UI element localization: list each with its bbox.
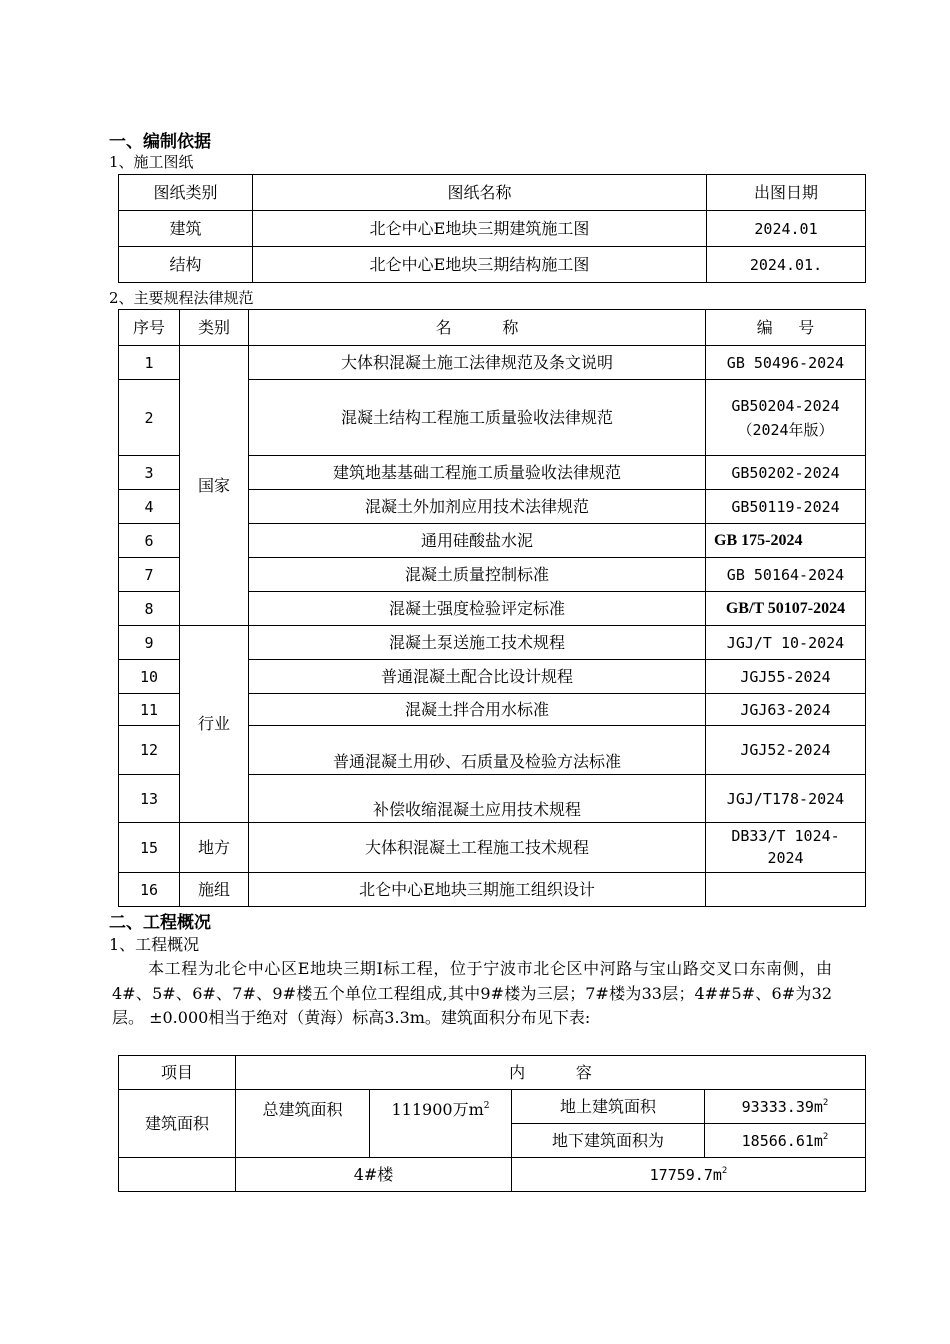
standard-no: 11 (119, 694, 180, 726)
standard-no: 12 (119, 726, 180, 775)
table-row (119, 1090, 866, 1124)
unit-superscript: 2 (483, 1101, 490, 1111)
above-ground-value-cell (705, 1090, 866, 1124)
standard-code: GB 50164-2024 (706, 558, 866, 592)
standard-name: 北仑中心E地块三期施工组织设计 (249, 873, 706, 907)
unit-superscript: 2 (721, 1165, 728, 1176)
section-1-heading: 一、编制依据 (109, 132, 211, 152)
drawings-table (118, 174, 866, 283)
standard-code: DB33/T 1024-2024 (706, 823, 866, 873)
standard-no: 10 (119, 660, 180, 694)
drawing-date: 2024.01 (707, 211, 866, 247)
standard-group-industry: 行业 (180, 626, 249, 823)
standard-code: JGJ63-2024 (706, 694, 866, 726)
standard-code: JGJ55-2024 (706, 660, 866, 694)
standard-name: 普通混凝土用砂、石质量及检验方法标准 (249, 726, 706, 775)
standards-header-name: 名 称 (249, 310, 706, 346)
drawing-category: 结构 (119, 247, 253, 283)
standards-header-code: 编 号 (706, 310, 866, 346)
standard-code (706, 873, 866, 907)
above-ground-label: 地上建筑面积 (512, 1090, 705, 1124)
standard-name: 混凝土拌合用水标准 (249, 694, 706, 726)
standard-name: 混凝土结构工程施工质量验收法律规范 (249, 380, 706, 456)
table-row (119, 247, 866, 283)
standard-no: 7 (119, 558, 180, 592)
unit-superscript: 2 (822, 1097, 829, 1108)
standard-code: JGJ/T178-2024 (706, 775, 866, 823)
standards-header-no: 序号 (119, 310, 180, 346)
standard-no: 9 (119, 626, 180, 660)
standard-name: 混凝土质量控制标准 (249, 558, 706, 592)
standard-code: GB50202-2024 (706, 456, 866, 490)
table-row (119, 1158, 866, 1192)
standard-no: 6 (119, 524, 180, 558)
standard-name: 混凝土外加剂应用技术法律规范 (249, 490, 706, 524)
drawing-date: 2024.01. (707, 247, 866, 283)
table-row (119, 626, 866, 660)
drawings-header-category: 图纸类别 (119, 175, 253, 211)
table-row (119, 211, 866, 247)
standard-code: GB/T 50107-2024 (706, 592, 866, 626)
drawings-header-date: 出图日期 (707, 175, 866, 211)
standard-name: 普通混凝土配合比设计规程 (249, 660, 706, 694)
standard-group-national: 国家 (180, 346, 249, 626)
above-ground-value: 93333.39m (741, 1097, 823, 1116)
standards-subheading: 2、主要规程法律规范 (109, 289, 254, 307)
standard-name: 混凝土强度检验评定标准 (249, 592, 706, 626)
standard-no: 1 (119, 346, 180, 380)
standard-code: JGJ/T 10-2024 (706, 626, 866, 660)
area-header-item: 项目 (119, 1056, 236, 1090)
total-area-label: 总建筑面积 (236, 1090, 370, 1158)
standard-code: GB50119-2024 (706, 490, 866, 524)
standard-group-plan: 施组 (180, 873, 249, 907)
table-row (119, 346, 866, 380)
standard-name: 混凝土泵送施工技术规程 (249, 626, 706, 660)
standard-name: 大体积混凝土施工法律规范及条文说明 (249, 346, 706, 380)
area-header-content: 内 容 (236, 1056, 866, 1090)
building-4-value: 17759.7m (649, 1165, 722, 1184)
standard-no: 2 (119, 380, 180, 456)
area-label: 建筑面积 (119, 1090, 236, 1158)
drawings-subheading: 1、施工图纸 (109, 153, 194, 171)
standard-no: 16 (119, 873, 180, 907)
standard-name: 补偿收缩混凝土应用技术规程 (249, 775, 706, 823)
table-row (119, 873, 866, 907)
standard-code: JGJ52-2024 (706, 726, 866, 775)
section-2-heading: 二、工程概况 (109, 913, 211, 933)
below-ground-label: 地下建筑面积为 (512, 1124, 705, 1158)
unit-superscript: 2 (822, 1131, 829, 1142)
standard-no: 13 (119, 775, 180, 823)
standard-group-local: 地方 (180, 823, 249, 873)
overview-paragraph: 本工程为北仑中心区E地块三期Ⅰ标工程，位于宁波市北仑区中河路与宝山路交叉口东南侧，由4#、5#、6#、7#、9#楼五个单位工程组成,其中9#楼为三层；7#楼为33层；4##5#、6#为32层。 ±0.000相当于绝对（黄海）标高3.3m。建筑面积分布见下表: (112, 959, 832, 1027)
drawing-category: 建筑 (119, 211, 253, 247)
drawing-name: 北仑中心E地块三期结构施工图 (253, 247, 707, 283)
standard-no: 4 (119, 490, 180, 524)
total-area-value-cell (370, 1090, 512, 1158)
below-ground-value: 18566.61m (741, 1131, 823, 1150)
area-label-continuation (119, 1158, 236, 1192)
drawing-name: 北仑中心E地块三期建筑施工图 (253, 211, 707, 247)
building-4-value-cell (512, 1158, 866, 1192)
standard-name: 通用硅酸盐水泥 (249, 524, 706, 558)
standard-name: 大体积混凝土工程施工技术规程 (249, 823, 706, 873)
standards-table (118, 309, 866, 907)
standard-code: GB 175-2024 (706, 524, 866, 558)
standard-name: 建筑地基基础工程施工质量验收法律规范 (249, 456, 706, 490)
table-row (119, 823, 866, 873)
building-4-label: 4#楼 (236, 1158, 512, 1192)
standard-code: GB50204-2024（2024年版） (706, 380, 866, 456)
standard-no: 3 (119, 456, 180, 490)
standards-header-category: 类别 (180, 310, 249, 346)
standard-no: 8 (119, 592, 180, 626)
standard-no: 15 (119, 823, 180, 873)
standard-code: GB 50496-2024 (706, 346, 866, 380)
overview-subheading: 1、工程概况 (109, 935, 200, 954)
area-table (118, 1055, 866, 1192)
drawings-header-name: 图纸名称 (253, 175, 707, 211)
below-ground-value-cell (705, 1124, 866, 1158)
total-area-value: 111900万m (391, 1100, 484, 1119)
